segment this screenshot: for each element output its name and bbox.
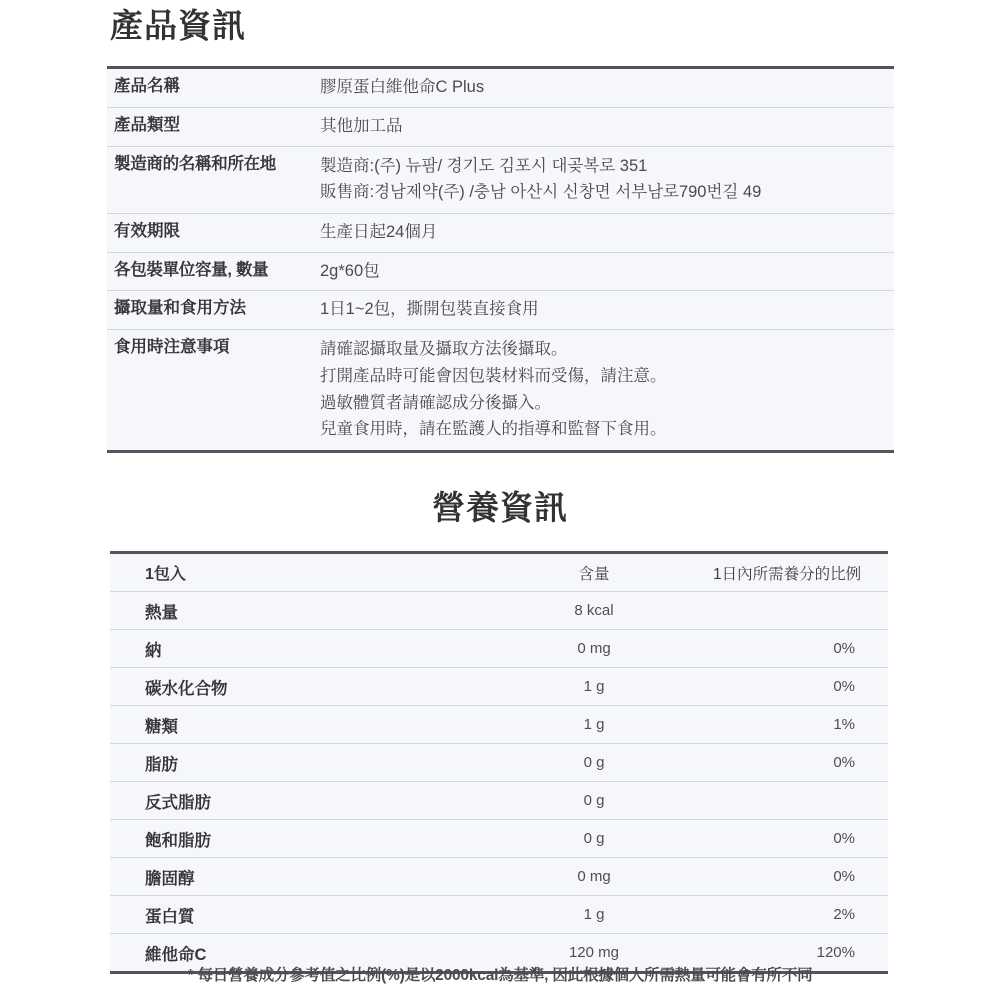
product-info-value-line: 2g*60包 (320, 261, 380, 280)
product-info-heading: 產品資訊 (110, 7, 246, 44)
nutrition-row (110, 592, 888, 630)
product-info-row-value (314, 330, 894, 452)
nutrient-amount: 0 g (475, 782, 713, 820)
nutrient-daily-percent (713, 782, 888, 820)
product-info-row-label: 攝取量和食用方法 (107, 291, 314, 330)
nutrient-amount: 1 g (475, 896, 713, 934)
nutrient-name: 反式脂肪 (110, 782, 475, 820)
product-info-row-label: 產品類型 (107, 107, 314, 146)
nutrient-amount: 0 g (475, 820, 713, 858)
nutrition-row (110, 820, 888, 858)
nutrient-name: 糖類 (110, 706, 475, 744)
product-info-row-label: 各包裝單位容量, 數量 (107, 252, 314, 291)
product-info-row-value (314, 68, 894, 108)
nutrient-daily-percent: 0% (713, 820, 888, 858)
nutrition-col-header-name: 1包入 (110, 553, 475, 592)
product-info-row-value (314, 213, 894, 252)
nutrient-amount: 8 kcal (475, 592, 713, 630)
product-info-row-value (314, 107, 894, 146)
nutrition-row (110, 630, 888, 668)
product-info-row-value (314, 146, 894, 213)
product-info-row (107, 291, 894, 330)
nutrient-name: 熱量 (110, 592, 475, 630)
nutrition-row (110, 858, 888, 896)
nutrition-row (110, 706, 888, 744)
product-info-row (107, 252, 894, 291)
product-info-value-line: 1日1~2包，撕開包裝直接食用 (320, 300, 539, 319)
nutrition-info-heading: 營養資訊 (432, 489, 568, 526)
nutrient-name: 飽和脂肪 (110, 820, 475, 858)
nutrition-row (110, 782, 888, 820)
nutrient-amount: 0 g (475, 744, 713, 782)
nutrient-daily-percent: 0% (713, 744, 888, 782)
nutrient-amount: 1 g (475, 668, 713, 706)
nutrient-daily-percent: 0% (713, 668, 888, 706)
nutrient-name: 納 (110, 630, 475, 668)
nutrition-row (110, 668, 888, 706)
nutrition-table-body (110, 592, 888, 973)
nutrient-name: 蛋白質 (110, 896, 475, 934)
nutrient-name: 維他命C (110, 934, 475, 973)
product-info-row (107, 213, 894, 252)
nutrition-row (110, 744, 888, 782)
nutrition-facts-table (110, 551, 888, 974)
product-info-value-line: 兒童食用時，請在監護人的指導和監督下食用。 (320, 420, 667, 439)
daily-value-footnote: * 每日營養成分參考值之比例(%)是以2000kcal為基準, 因此根據個人所需熱量可能會有所不同 (187, 967, 813, 984)
nutrition-col-header-amount: 含量 (475, 553, 713, 592)
nutrient-daily-percent: 0% (713, 858, 888, 896)
nutrient-amount: 0 mg (475, 630, 713, 668)
product-info-value-line: 請確認攝取量及攝取方法後攝取。 (320, 340, 568, 359)
nutrient-amount: 1 g (475, 706, 713, 744)
product-info-value-line: 生產日起24個月 (320, 222, 438, 241)
nutrition-col-header-percent: 1日內所需養分的比例 (713, 553, 888, 592)
product-info-row-label: 產品名稱 (107, 68, 314, 108)
product-info-value-line: 膠原蛋白維他命C Plus (320, 78, 485, 96)
nutrient-name: 脂肪 (110, 744, 475, 782)
nutrient-daily-percent (713, 592, 888, 630)
nutrient-daily-percent: 120% (713, 934, 888, 973)
product-info-value-line: 打開產品時可能會因包裝材料而受傷，請注意。 (320, 366, 667, 385)
nutrient-amount: 0 mg (475, 858, 713, 896)
product-info-row (107, 146, 894, 213)
product-info-row-label: 食用時注意事項 (107, 330, 314, 452)
nutrient-daily-percent: 0% (713, 630, 888, 668)
nutrient-amount: 120 mg (475, 934, 713, 973)
nutrient-daily-percent: 2% (713, 896, 888, 934)
product-info-row (107, 68, 894, 108)
product-info-row-value (314, 252, 894, 291)
product-info-row-label: 有效期限 (107, 213, 314, 252)
product-info-table-body (107, 68, 894, 452)
product-info-row-label: 製造商的名稱和所在地 (107, 146, 314, 213)
nutrient-name: 碳水化合物 (110, 668, 475, 706)
nutrition-row (110, 896, 888, 934)
nutrition-table-head (110, 553, 888, 592)
product-info-row (107, 330, 894, 452)
nutrition-header-row (110, 553, 888, 592)
product-info-value-line: 販售商:경남제약(주) /충남 아산시 신창면 서부남로790번길 49 (320, 183, 762, 202)
product-info-value-line: 製造商:(주) 뉴팜/ 경기도 김포시 대곶복로 351 (320, 156, 648, 175)
nutrient-name: 膽固醇 (110, 858, 475, 896)
product-info-table (107, 66, 894, 453)
nutrient-daily-percent: 1% (713, 706, 888, 744)
product-info-value-line: 過敏體質者請確認成分後攝入。 (320, 393, 551, 412)
product-info-value-line: 其他加工品 (320, 116, 403, 135)
product-info-row (107, 107, 894, 146)
product-info-row-value (314, 291, 894, 330)
